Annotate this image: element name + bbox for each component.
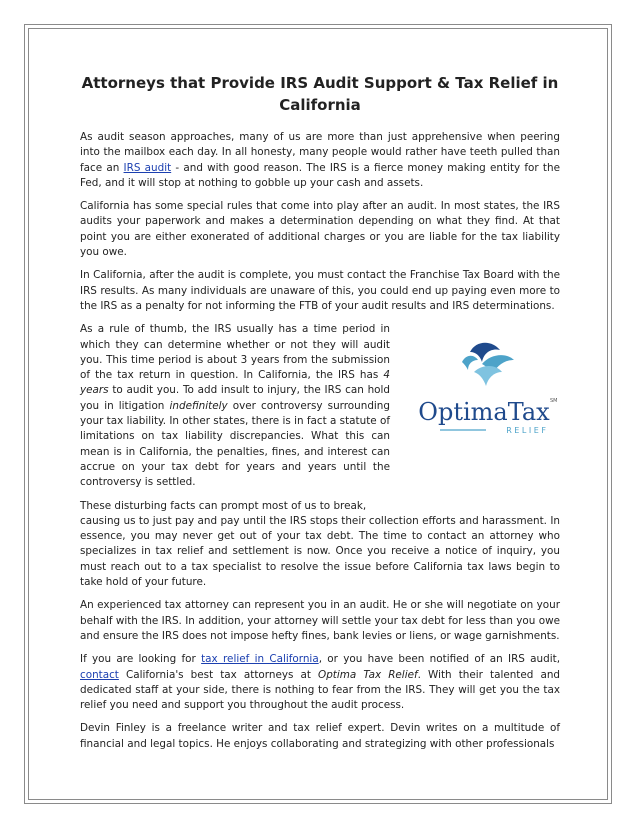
document-body <box>80 72 560 760</box>
tax-relief-california-link[interactable]: tax relief in California <box>201 653 319 666</box>
text: . With their talented and dedicated staff at your side, there is nothing to fear from the IRS. They will get you the tax relief you need and support you throughout the audit process. <box>80 668 560 712</box>
text: As audit season approaches, many of us are more than just apprehensive when peering into the mailbox each day. In all honesty, many people would rather have teeth pulled than face an <box>80 131 560 174</box>
text: California's best tax attorneys at <box>118 668 319 681</box>
text: to audit you. To add insult to injury, the IRS can hold you in litigation <box>80 384 390 412</box>
paragraph-intro <box>80 130 560 191</box>
irs-audit-link[interactable]: IRS audit <box>123 161 172 174</box>
contact-link[interactable]: contact <box>80 668 119 681</box>
paragraph-california-rules: California has some special rules that come into play after an audit. In most states, the IRS audits your paperwork and makes a determination depending on what they find. At that point you are either exonerated of additional charges or you are liable for the tax liability you owe. <box>80 200 560 259</box>
page-title: Attorneys that Provide IRS Audit Support & Tax Relief in California <box>81 74 559 114</box>
logo-brand-text: OptimaTax <box>418 398 550 427</box>
paragraph-time-period <box>80 322 390 490</box>
text: - and with good reason. The IRS is a fierce money making entity for the Fed, and it will stop at nothing to gobble up your cash and assets. <box>80 161 560 189</box>
paragraph-franchise-tax-board: In California, after the audit is complete, you must contact the Franchise Tax Board with the IRS results. As many individuals are unaware of this, you could end up paying even more to the IRS as a penalty for not informing the FTB of your audit results and IRS determinations. <box>80 269 560 312</box>
text: causing us to just pay and pay until the IRS stops their collection efforts and harassment. In essence, you may never get out of your tax debt. The time to contact an attorney who specializes in tax relief and settlement is now. Once you receive a notice of inquiry, you must reach out to a tax specialist to resolve the issue before California tax laws begin to take hold of your future. <box>80 514 560 589</box>
paragraph-author-bio: Devin Finley is a freelance writer and tax relief expert. Devin writes on a multitude of financial and legal topics. He enjoys collaborating and strategizing with other professionals <box>80 722 560 750</box>
emphasis: 4 years <box>80 369 390 397</box>
paragraph-disturbing-facts <box>80 499 560 591</box>
paragraph-attorney-representation: An experienced tax attorney can represent you in an audit. He or she will negotiate on your behalf with the IRS. In addition, your attorney will settle your tax debt for less than you owe and ensure the IRS does not impose hefty fines, bank levies or liens, or wage garnishments. <box>80 599 560 642</box>
logo-relief-text: R E L I E F <box>506 426 546 436</box>
logo-service-mark: SM <box>550 398 558 405</box>
logo-wing-icon <box>462 343 514 386</box>
paragraph-call-to-action <box>80 652 560 713</box>
text: If you are looking for <box>80 653 202 666</box>
emphasis: indefinitely <box>169 399 228 412</box>
text: , or you have been notified of an IRS audit, <box>318 653 560 666</box>
text: These disturbing facts can prompt most of us to break, <box>80 499 367 512</box>
optima-tax-relief-logo <box>410 332 558 452</box>
text: As a rule of thumb, the IRS usually has a time period in which they can determine whether or not they will audit you. This time period is about 3 years from the submission of the tax return in question. In California, the IRS has <box>80 323 390 382</box>
paragraph-with-logo <box>80 322 560 490</box>
emphasis: Optima Tax Relief <box>318 668 418 681</box>
text: over controversy surrounding your tax liability. In other states, there is in fact a statute of limitations on tax liability discrepancies. What this can mean is in California, the penalties, fines, and interest can accrue on your tax debt for years and years until the controversy is settled. <box>80 399 390 489</box>
